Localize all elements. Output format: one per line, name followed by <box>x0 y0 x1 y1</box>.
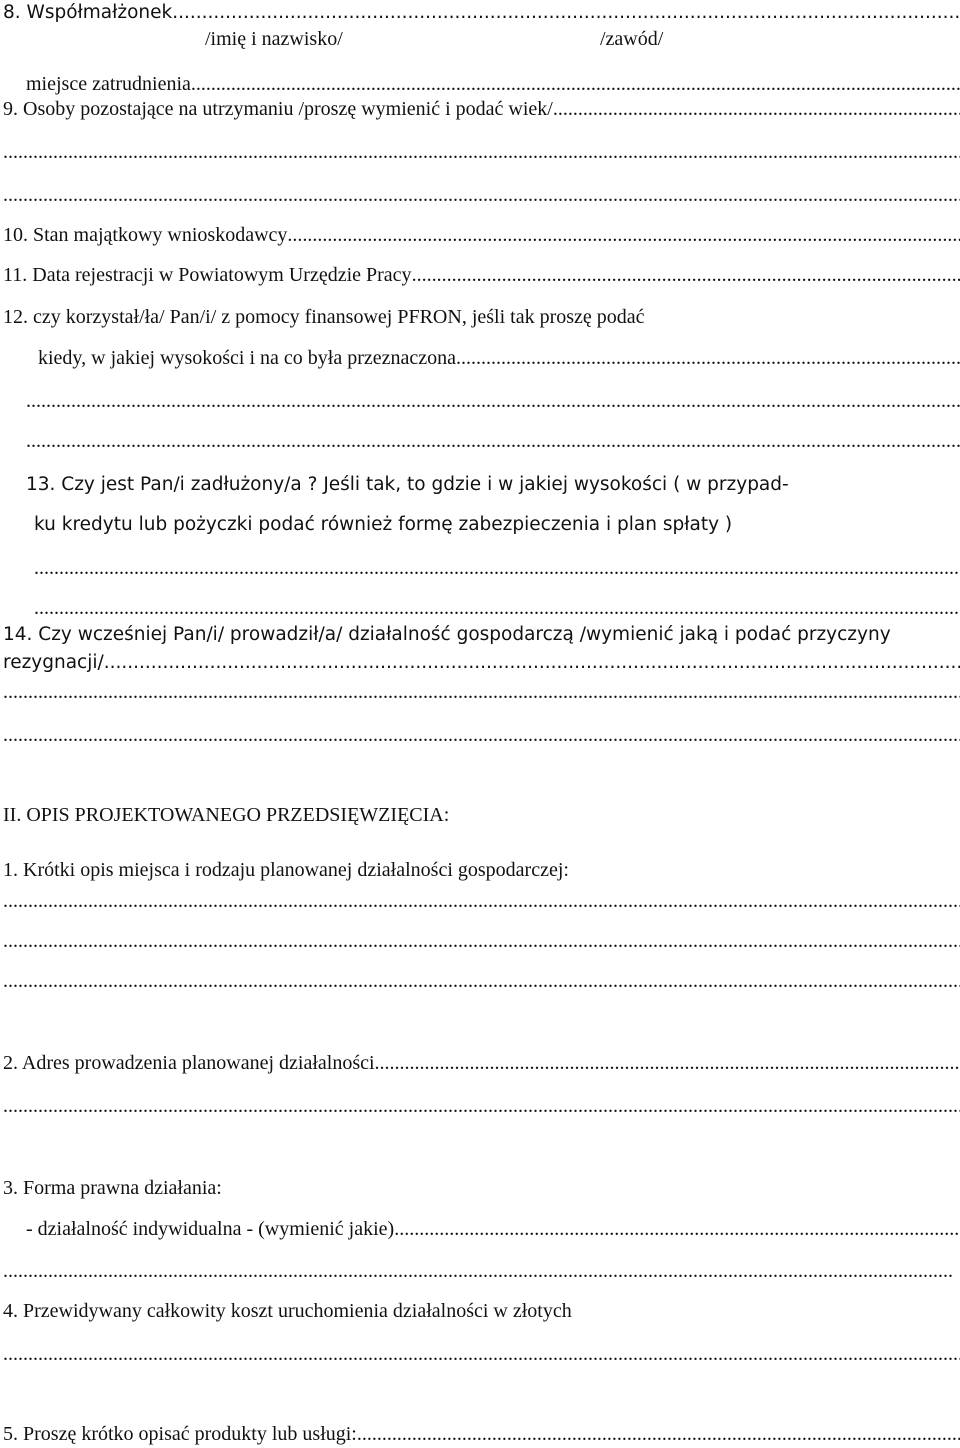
section-2-q2-fill[interactable] <box>375 1050 960 1076</box>
item-13-blank-2[interactable] <box>34 595 960 621</box>
item-14-line-1 <box>3 622 960 648</box>
item-12-blank-2[interactable] <box>26 428 960 454</box>
dotted-blank[interactable] <box>26 428 960 454</box>
section-2-q4-label: 4. Przewidywany całkowity koszt uruchomienia działalności w złotych <box>3 1300 572 1322</box>
section-2-q2-label: 2. Adres prowadzenia planowanej działalności <box>3 1052 375 1074</box>
item-10-label: 10. Stan majątkowy wnioskodawcy <box>3 224 288 246</box>
dotted-blank[interactable] <box>26 388 960 414</box>
item-8-workplace-fill[interactable] <box>191 71 960 97</box>
section-2-q3-line <box>3 1175 960 1201</box>
item-12-question: 12. czy korzystał/ła/ Pan/i/ z pomocy finansowej PFRON, jeśli tak proszę podać <box>3 306 645 328</box>
item-14-question-cont: rezygnacji/ <box>3 652 104 673</box>
section-2-q4-blank-1[interactable] <box>3 1341 960 1367</box>
item-14-question: 14. Czy wcześniej Pan/i/ prowadził/a/ działalność gospodarczą /wymienić jaką i podać przyczyny <box>3 624 891 645</box>
item-14-blank-2[interactable] <box>3 722 960 748</box>
item-9-fill[interactable] <box>553 96 960 122</box>
item-8-workplace-label: miejsce zatrudnienia <box>26 73 191 95</box>
item-12-fill[interactable] <box>456 345 960 371</box>
item-9-blank-1[interactable] <box>3 139 960 165</box>
item-8-line <box>3 0 960 26</box>
item-9-blank-2[interactable] <box>3 182 960 208</box>
item-13-question: 13. Czy jest Pan/i zadłużony/a ? Jeśli tak, to gdzie i w jakiej wysokości ( w przypad- <box>26 474 789 495</box>
item-10-line <box>3 222 960 248</box>
dotted-blank[interactable] <box>3 1341 960 1367</box>
item-14-fill[interactable] <box>104 650 960 676</box>
section-2-title: II. OPIS PROJEKTOWANEGO PRZEDSIĘWZIĘCIA: <box>3 804 450 826</box>
section-2-q4-line <box>3 1298 960 1324</box>
dotted-blank[interactable] <box>3 722 960 748</box>
item-8-workplace-line <box>26 71 960 97</box>
section-2-q3-label: 3. Forma prawna działania: <box>3 1177 222 1199</box>
section-2-q1-blank-1[interactable] <box>3 888 960 914</box>
item-12-line-2 <box>38 345 960 371</box>
item-13-question-cont: ku kredytu lub pożyczki podać również formę zabezpieczenia i plan spłaty ) <box>34 514 733 535</box>
dotted-blank[interactable] <box>3 679 960 705</box>
item-13-line-2 <box>34 512 960 538</box>
section-2-q3-option-fill[interactable] <box>394 1216 960 1242</box>
item-14-blank-1[interactable] <box>3 679 960 705</box>
item-12-line-1 <box>3 304 960 330</box>
dotted-blank[interactable] <box>3 968 960 994</box>
item-12-question-cont: kiedy, w jakiej wysokości i na co była przeznaczona <box>38 347 456 369</box>
dotted-blank[interactable] <box>3 928 960 954</box>
item-10-fill[interactable] <box>287 222 960 248</box>
section-2-q5-fill[interactable] <box>357 1421 960 1447</box>
item-13-line-1 <box>26 472 960 498</box>
item-11-label: 11. Data rejestracji w Powiatowym Urzędzie Pracy <box>3 264 412 286</box>
section-2-q3-option-line <box>26 1216 960 1242</box>
section-2-heading <box>3 802 960 828</box>
section-2-q2-blank-1[interactable] <box>3 1093 960 1119</box>
item-12-blank-1[interactable] <box>26 388 960 414</box>
dotted-blank[interactable] <box>3 1258 954 1284</box>
section-2-q5-label: 5. Proszę krótko opisać produkty lub usługi: <box>3 1423 357 1445</box>
dotted-blank[interactable] <box>34 555 960 581</box>
item-11-line <box>3 262 960 288</box>
section-2-q1-line <box>3 857 960 883</box>
item-14-line-2 <box>3 650 960 676</box>
item-9-label: 9. Osoby pozostające na utrzymaniu /proszę wymienić i podać wiek/ <box>3 98 553 120</box>
item-13-blank-1[interactable] <box>34 555 960 581</box>
item-8-fill[interactable] <box>172 0 960 26</box>
dotted-blank[interactable] <box>3 888 960 914</box>
item-8-label: 8. Współmałżonek <box>3 2 173 23</box>
section-2-q3-option-label: - działalność indywidualna - (wymienić jakie) <box>26 1218 395 1240</box>
dotted-blank[interactable] <box>3 182 960 208</box>
section-2-q1-blank-2[interactable] <box>3 928 960 954</box>
item-9-line <box>3 96 960 122</box>
section-2-q3-blank-1[interactable] <box>3 1258 954 1284</box>
section-2-q1-label: 1. Krótki opis miejsca i rodzaju planowanej działalności gospodarczej: <box>3 859 569 881</box>
dotted-blank[interactable] <box>3 1093 960 1119</box>
section-2-q2-line <box>3 1050 960 1076</box>
item-8-occupation-caption: /zawód/ <box>600 28 664 50</box>
section-2-q1-blank-3[interactable] <box>3 968 960 994</box>
section-2-q5-line <box>3 1421 960 1447</box>
dotted-blank[interactable] <box>3 139 960 165</box>
item-11-fill[interactable] <box>412 262 960 288</box>
item-8-name-caption: /imię i nazwisko/ <box>205 28 343 50</box>
dotted-blank[interactable] <box>34 595 960 621</box>
